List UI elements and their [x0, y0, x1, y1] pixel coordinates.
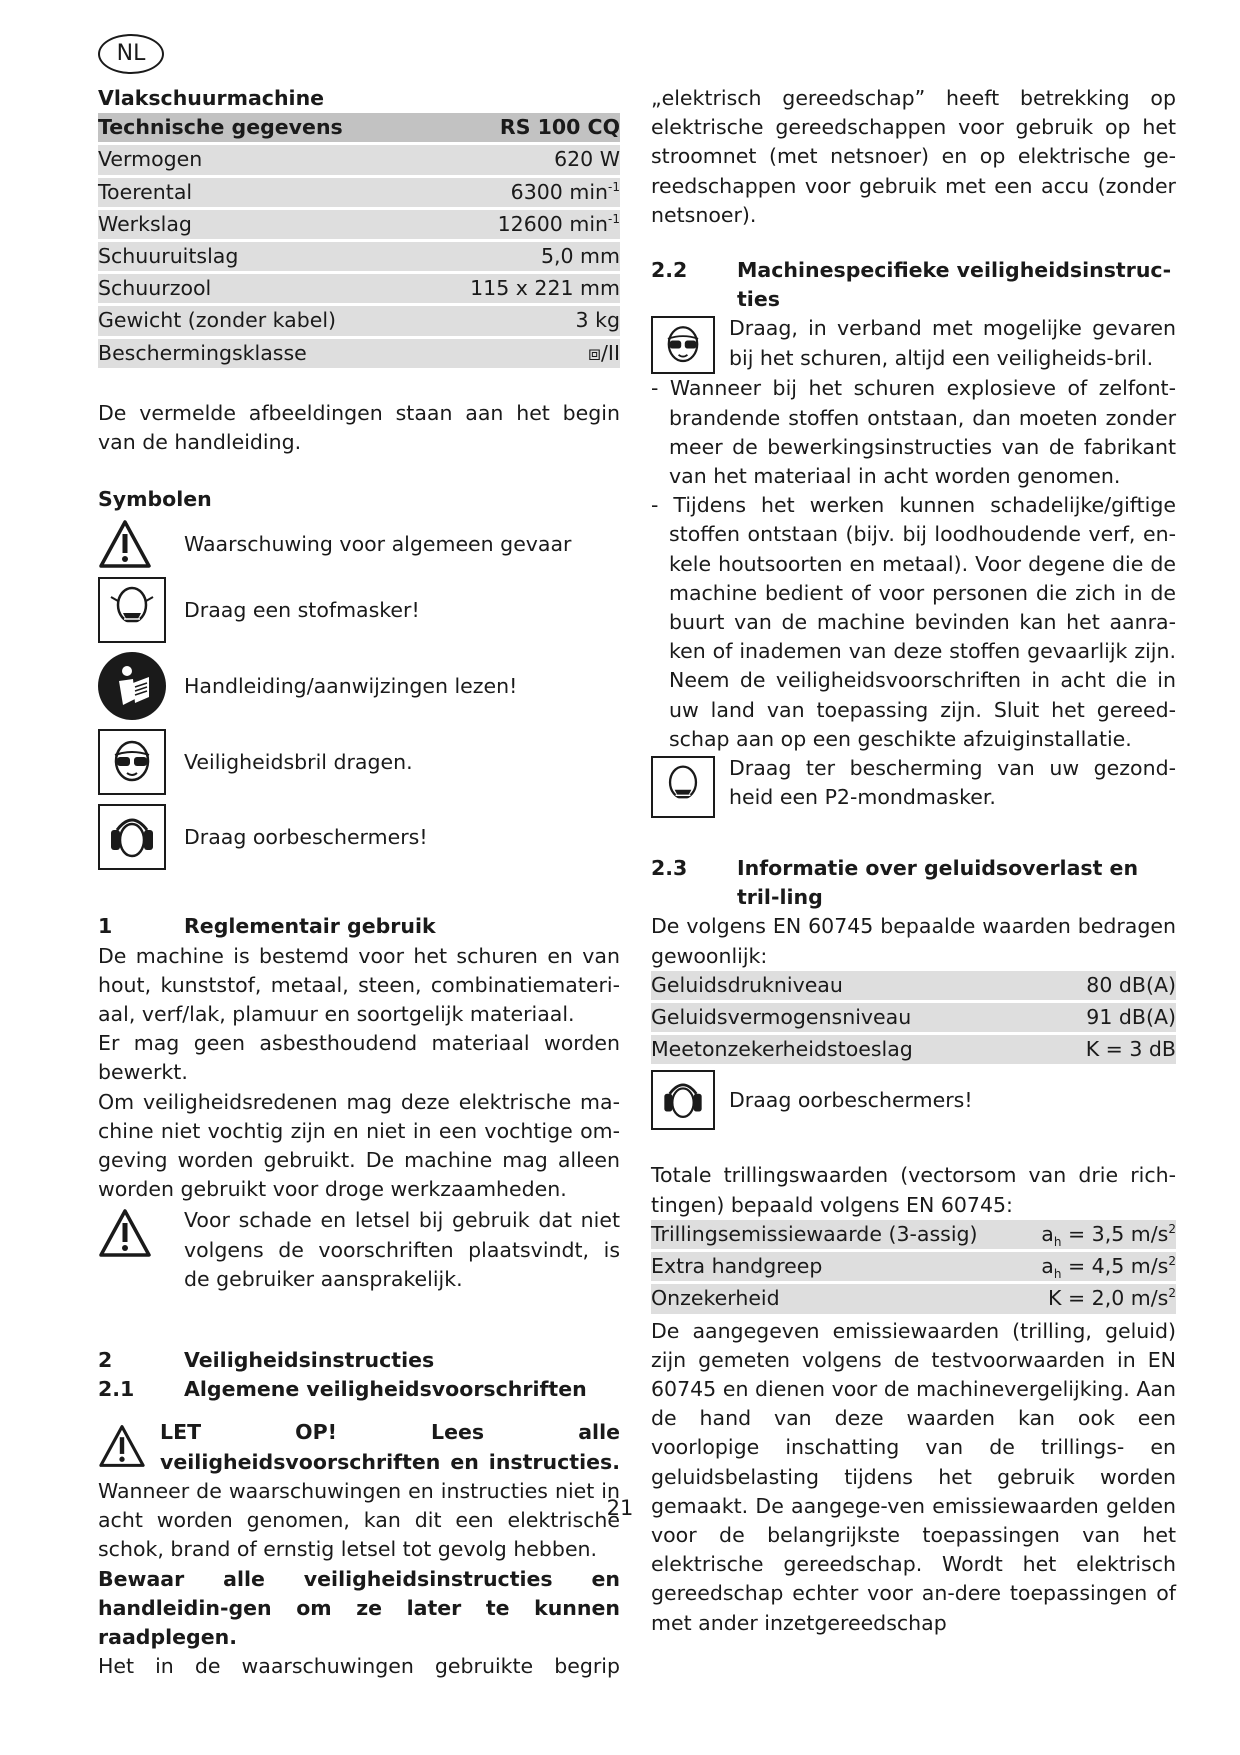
symbol-row — [98, 646, 620, 726]
section-1 — [98, 912, 620, 1294]
goggles-note — [651, 314, 1176, 374]
table-row — [98, 176, 620, 208]
table-row — [651, 1283, 1176, 1315]
table-row — [98, 273, 620, 305]
spec-value: 620 W — [422, 144, 620, 176]
noise-label: Geluidsvermogensniveau — [651, 1002, 1041, 1034]
section-heading — [651, 854, 1176, 912]
warning-triangle-icon — [98, 519, 152, 569]
noise-label: Geluidsdrukniveau — [651, 971, 1041, 1002]
vibration-intro: Totale trillingswaarden (vectorsom van drie rich-tingen) bepaald volgens EN 60745: — [651, 1163, 1176, 1217]
symbol-text: Draag oorbeschermers! — [184, 824, 428, 849]
spec-value: 3 kg — [422, 305, 620, 337]
spec-label: Werkslag — [98, 208, 422, 240]
spec-value: 12600 $\min^{-1}$ — [422, 208, 620, 240]
section-number: 2 — [98, 1348, 113, 1373]
table-header-model: RS 100 CQ — [422, 113, 620, 144]
mask-text: Draag ter bescherming van uw gezond-heid een P2-mondmasker. — [729, 756, 1176, 810]
warning-text: Voor schade en letsel bij gebruik dat niet volgens de voorschriften plaatsvindt, is de gebruiker aansprakelijk. — [184, 1208, 620, 1291]
mask-note — [651, 754, 1176, 818]
letop-paragraph — [98, 1418, 620, 1564]
dust-mask-icon — [98, 577, 166, 643]
table-row — [98, 241, 620, 273]
symbol-row — [98, 514, 620, 574]
letop-text: Wanneer de waarschuwingen en instructies niet in acht worden genomen, kan dit een elektrische schok, brand of ernstig letsel tot gevolg hebben. — [98, 1478, 620, 1562]
page-number: 21 — [606, 1496, 634, 1520]
spec-label: Schuuruitslag — [98, 241, 422, 273]
spec-label: Toerental — [98, 176, 422, 208]
body-paragraph: De machine is bestemd voor het schuren en van hout, kunststof, metaal, steen, combinatiemateri-aal, verf/lak, plamuur en soortgelijk materiaal. — [98, 943, 620, 1027]
warning-triangle-icon — [98, 1208, 152, 1258]
last-line: Het in de waarschuwingen gebruikte begrip — [98, 1654, 620, 1679]
body-paragraph: Er mag geen asbesthoudend materiaal worden bewerkt. — [98, 1031, 620, 1085]
ear-protection-icon — [651, 1070, 715, 1130]
vibration-value: K = 2,0 $m/s^2$ — [1023, 1283, 1176, 1315]
symbol-row — [98, 726, 620, 798]
spec-label: Vermogen — [98, 144, 422, 176]
section-number: 2.3 — [651, 856, 688, 881]
spec-value: 5,0 mm — [422, 241, 620, 273]
section-heading — [98, 912, 620, 941]
safety-goggles-icon — [651, 316, 715, 374]
section-number: 2.2 — [651, 258, 688, 283]
section-number: 2.1 — [98, 1377, 135, 1402]
vibration-table — [651, 1220, 1176, 1317]
spec-value: ⧈/II — [422, 337, 620, 369]
section-title: Algemene veiligheidsvoorschriften — [184, 1377, 587, 1402]
spec-label: Beschermingsklasse — [98, 337, 422, 369]
table-row — [98, 337, 620, 369]
ear-protection-icon — [98, 804, 166, 870]
symbol-text: Draag een stofmasker! — [184, 597, 420, 622]
symbols-heading: Symbolen — [98, 487, 212, 512]
noise-value: K = 3 dB — [1041, 1034, 1176, 1066]
right-column — [651, 84, 1176, 1638]
table-header-label: Technische gegevens — [98, 113, 422, 144]
table-row — [651, 1220, 1176, 1251]
intro-paragraph: De vermelde afbeeldingen staan aan het begin van de handleiding. — [98, 400, 620, 455]
list-item: - Tijdens het werken kunnen schadelijke/giftige stoffen ontstaan (bijv. bij loodhoudende verf, en-kele houtsoorten en metaal). Voor degene die de machine bedient of voor personen die zich in de buurt van de machine bevinden kan het aanra-ken of inademen van deze stoffen gevaarlijk zijn. Neem de veiligheidsvoorschriften in acht die in uw land van toepassing zijn. Sluit het gereed-schap aan op een geschikte afzuiginstallatie. — [651, 493, 1176, 751]
keep-instructions: Bewaar alle veiligheidsinstructies en handleidin-gen om ze later te kunnen raadplegen. — [98, 1566, 620, 1649]
table-header-row — [98, 113, 620, 144]
ear-note — [651, 1067, 1176, 1133]
table-row — [651, 1002, 1176, 1034]
symbol-row — [98, 574, 620, 646]
table-row — [98, 305, 620, 337]
noise-value: 91 dB(A) — [1041, 1002, 1176, 1034]
vibration-label: Onzekerheid — [651, 1283, 1023, 1315]
section-title: Reglementair gebruik — [184, 914, 436, 939]
product-title: Vlakschuurmachine — [98, 86, 325, 110]
section-heading — [98, 1346, 620, 1375]
tech-specs-table — [98, 113, 620, 371]
continuation-paragraph: „elektrisch gereedschap” heeft betrekking op elektrische gereedschappen voor gebruik op het stroomnet (met netsnoer) en op elektrische ge-reedschappen voor gebruik met een accu (zonder netsnoer). — [651, 86, 1176, 227]
body-paragraph: Om veiligheidsredenen mag deze elektrische ma-chine niet vochtig zijn en niet in een vochtige om-geving worden gebruikt. De machine mag alleen worden gebruikt voor droge werkzaamheden. — [98, 1089, 620, 1202]
symbol-text: Handleiding/aanwijzingen lezen! — [184, 673, 518, 698]
vibration-label: Trillingsemissiewaarde (3-assig) — [651, 1220, 1023, 1251]
section-number: 1 — [98, 914, 113, 939]
read-manual-icon — [98, 652, 166, 720]
list-item: - Wanneer bij het schuren explosieve of zelfont-brandende stoffen ontstaan, dan moeten zonder meer de bewerkingsinstructies van de fabrikant van het materiaal in acht worden genomen. — [651, 376, 1176, 489]
spec-label: Gewicht (zonder kabel) — [98, 305, 422, 337]
table-row — [98, 144, 620, 176]
table-row — [651, 1251, 1176, 1283]
noise-label: Meetonzekerheidstoeslag — [651, 1034, 1041, 1066]
warning-triangle-icon — [98, 1424, 146, 1468]
closing-paragraph: De aangegeven emissiewaarden (trilling, geluid) zijn gemeten volgens de testvoorwaarden in EN 60745 en dienen voor de machinevergelijking. Aan de hand van deze waarden kan ook een voorlopige inschatting van de trillings- en geluidsbelasting tijdens het gebruik worden gemaakt. De aangege-ven emissiewaarden gelden voor de belangrijkste toepassingen van het elektrische gereedschap. Wordt het elektrisch gereedschap echter voor an-dere toepassingen of met ander inzetgereedschap — [651, 1318, 1176, 1635]
vibration-label: Extra handgreep — [651, 1251, 1023, 1283]
left-column — [98, 84, 620, 1681]
vibration-value: $a_h = 3,5$ $m/s^2$ — [1023, 1220, 1176, 1251]
spec-label: Schuurzool — [98, 273, 422, 305]
safety-goggles-icon — [98, 729, 166, 795]
section-title: Veiligheidsinstructies — [184, 1348, 435, 1373]
symbol-text: Waarschuwing voor algemeen gevaar — [184, 531, 572, 556]
letop-bold: LET OP! Lees alle veiligheidsvoorschriften en instructies. — [160, 1420, 620, 1474]
section-heading — [651, 256, 1176, 314]
spec-value: 115 x 221 mm — [422, 273, 620, 305]
noise-value: 80 dB(A) — [1041, 971, 1176, 1002]
section-title: Informatie over geluidsoverlast en tril-ling — [737, 856, 1139, 910]
goggles-text: Draag, in verband met mogelijke gevaren bij het schuren, altijd een veiligheids-bril. — [729, 316, 1176, 370]
spec-value: 6300 $\min^{-1}$ — [422, 176, 620, 208]
ear-text: Draag oorbeschermers! — [729, 1087, 973, 1112]
section-title: Machinespecifieke veiligheidsinstruc-ties — [737, 258, 1172, 312]
vibration-value: $a_h = 4,5$ $m/s^2$ — [1023, 1251, 1176, 1283]
section-2-2 — [651, 256, 1176, 818]
symbol-row — [98, 798, 620, 876]
noise-intro: De volgens EN 60745 bepaalde waarden bedragen gewoonlijk: — [651, 914, 1176, 968]
subsection-heading — [98, 1375, 620, 1404]
language-badge: NL — [98, 34, 164, 74]
noise-table — [651, 971, 1176, 1068]
table-row — [651, 1034, 1176, 1066]
dust-mask-icon — [651, 756, 715, 818]
table-row — [98, 208, 620, 240]
warning-note — [98, 1206, 620, 1294]
table-row — [651, 971, 1176, 1002]
symbol-text: Veiligheidsbril dragen. — [184, 749, 413, 774]
